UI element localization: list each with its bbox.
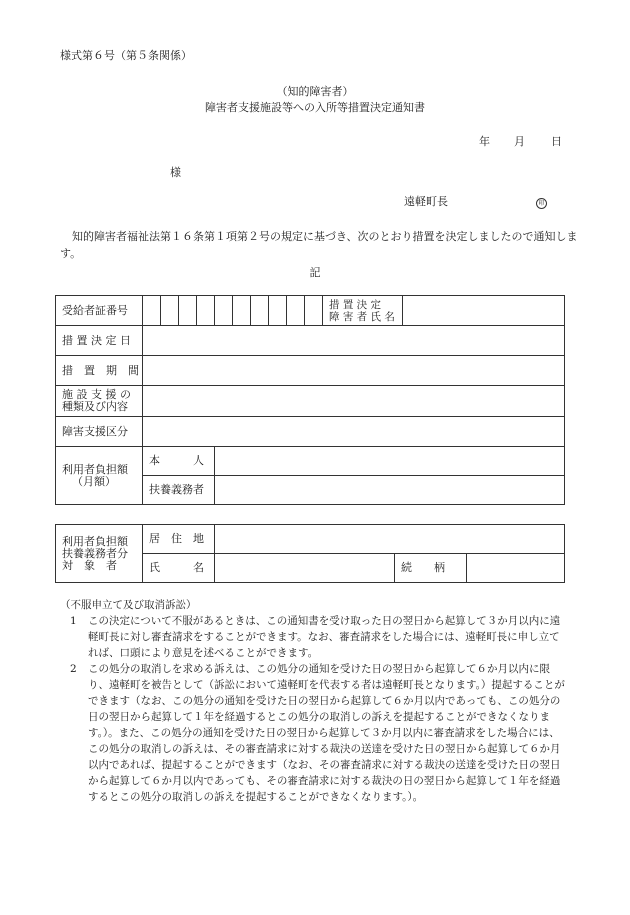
appeal-item-text: この決定について不服があるときは、この通知書を受け取った日の翌日から起算して３か月以内に遠軽町長に対し審査請求をすることができます。なお、審査請求をした場合には、遠軽町長に申し立てれば、口頭により意見を述べることができます。 (88, 615, 561, 659)
cert-digit-cell[interactable] (287, 296, 305, 326)
burden-label (56, 447, 143, 505)
cert-digit-cell[interactable] (305, 296, 323, 326)
addressee-suffix: 様 (170, 166, 181, 179)
support-obligor-burden-field[interactable] (215, 476, 565, 505)
decision-date-label: 措 置 決 定 日 (56, 326, 143, 356)
facility-support-label-2: 種類及び内容 (62, 400, 128, 413)
name-label: 氏 名 (143, 554, 215, 583)
measure-decision-label (323, 296, 403, 326)
cert-digit-cell[interactable] (251, 296, 269, 326)
appeal-item-text: この処分の取消しを求める訴えは、この処分の通知を受けた日の翌日から起算して６か月以内に限り、遠軽町を被告として（訴訟において遠軽町を代表する者は遠軽町長となります。）提起することができます（なお、この処分の通知を受けた日の翌日から起算して６か月以内であっても、この処分の日の翌日から起算して１年を経過するとこの処分の取消しの訴えを提起することができなくなります。）。また、この処分の通知を受けた日の翌日から起算して３か月以内に審査請求をした場合には、この処分の取消しの訴えは、その審査請求に対する裁決の送達を受けた日の翌日から起算して６か月以内であれば、提起することができます（なお、その審査請求に対する裁決の送達を受けた日の翌日から起算して６か月以内であっても、その審査請求に対する裁決の日の翌日から起算して１年を経過するとこの処分の取消しの訴えを提起することができなくなります。）。 (88, 663, 565, 803)
table-row (56, 525, 565, 554)
measure-decision-label-1: 措 置 決 定 (329, 298, 382, 311)
date-year: 年 (479, 135, 490, 148)
burden-label-1: 利用者負担額 (62, 462, 128, 476)
seal-mark (536, 196, 547, 209)
obligor-target-label-1: 利用者負担額 (62, 534, 128, 548)
period-label: 措 置 期 間 (56, 356, 143, 386)
measure-decision-label-2: 障 害 者 氏 名 (329, 310, 395, 323)
appeal-heading: （不服申立て及び取消訴訟） (60, 599, 197, 611)
date-day: 日 (551, 135, 562, 148)
cert-digit-cell[interactable] (197, 296, 215, 326)
relation-label: 続 柄 (395, 554, 467, 583)
table-row (56, 326, 565, 356)
title-line-2: 障害者支援施設等への入所等措置決定通知書 (205, 101, 425, 114)
obligor-target-label-3: 対 象 者 (62, 558, 117, 572)
table-row (56, 296, 565, 326)
table-row (56, 356, 565, 386)
cert-digit-cell[interactable] (233, 296, 251, 326)
title-line-1: （知的障害者） (276, 85, 354, 98)
appeal-item (60, 661, 565, 805)
burden-label-2: （月額） (72, 474, 116, 488)
decision-date-field[interactable] (143, 326, 565, 356)
table-row (56, 386, 565, 417)
name-field[interactable] (215, 554, 395, 583)
cert-digit-cell[interactable] (161, 296, 179, 326)
disability-class-label: 障害支援区分 (56, 417, 143, 447)
cert-digit-cell[interactable] (179, 296, 197, 326)
period-field[interactable] (143, 356, 565, 386)
facility-support-label (56, 386, 143, 417)
appeal-item-number: 1 (70, 615, 77, 627)
appeal-notes (60, 597, 565, 805)
date-month: 月 (514, 135, 525, 148)
residence-label: 居 住 地 (143, 525, 215, 554)
facility-support-label-1: 施 設 支 援 の (62, 388, 131, 401)
disabled-person-name-field[interactable] (403, 296, 565, 326)
facility-support-field[interactable] (143, 386, 565, 417)
support-obligor-table (55, 524, 565, 583)
table-row (56, 447, 565, 476)
disability-class-field[interactable] (143, 417, 565, 447)
residence-field[interactable] (215, 525, 565, 554)
self-label: 本 人 (143, 447, 215, 476)
seal-icon: 印 (536, 198, 547, 209)
decision-table (55, 295, 565, 505)
appeal-item-number: 2 (70, 663, 77, 675)
body-text: 知的障害者福祉法第１６条第１項第２号の規定に基づき、次のとおり措置を決定しましたので通知します。 (60, 230, 578, 260)
issuer: 遠軽町長 (404, 195, 448, 208)
appeal-item (60, 613, 565, 661)
support-obligor-label: 扶養義務者 (143, 476, 215, 505)
form-number: 様式第６号（第５条関係） (60, 49, 192, 62)
cert-digit-cell[interactable] (269, 296, 287, 326)
relation-field[interactable] (467, 554, 565, 583)
cert-digit-cell[interactable] (143, 296, 161, 326)
self-burden-field[interactable] (215, 447, 565, 476)
ki-heading: 記 (309, 266, 321, 279)
obligor-target-label-2: 扶養義務者分 (62, 546, 128, 560)
table-row (56, 417, 565, 447)
cert-digit-cell[interactable] (215, 296, 233, 326)
obligor-target-label (56, 525, 143, 583)
recipient-cert-label: 受給者証番号 (56, 296, 143, 326)
